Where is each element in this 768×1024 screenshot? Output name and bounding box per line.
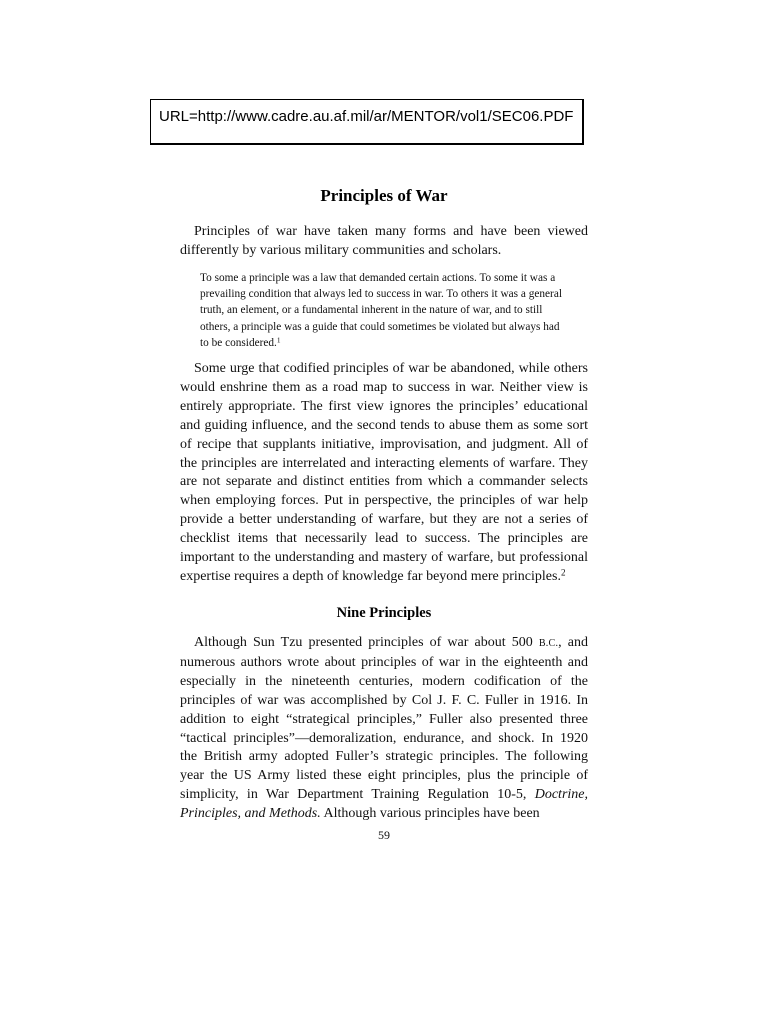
body-paragraph-3 xyxy=(180,634,588,824)
body-paragraph-3-text-b: , and numerous authors wrote about principles of war in the eighteenth and especially in the nineteenth centuries, modern codification of the principles of war was accomplished by Col J. F. C. Fuller in 1916. In addition to eight “strategical principles,” Fuller also presented three “tactical principles”—demoralization, endurance, and shock. In 1920 the British army adopted Fuller’s strategic principles. The following year the US Army listed these eight principles, plus the principle of simplicity, in War Department Training Regulation 10-5, xyxy=(180,635,589,803)
body-paragraph-3-text-c: Although various principles have been xyxy=(323,806,540,822)
intro-paragraph xyxy=(180,223,588,261)
block-quote-text: To some a principle was a law that demanded certain actions. To some it was a prevailing condition that always led to success in war. To others it was a general truth, an element, or a fundamental inherent in the nature of war, and to still others, a principle was a guide that could sometimes be violated but always had to be considered. xyxy=(200,272,562,349)
body-paragraph-3-text-a: Although Sun Tzu presented principles of war about 500 xyxy=(194,635,533,650)
page-number: 59 xyxy=(378,828,390,842)
section-heading: Nine Principles xyxy=(336,605,432,621)
body-paragraph-2 xyxy=(180,360,588,587)
source-url-box xyxy=(150,99,584,145)
block-quote xyxy=(200,270,570,351)
italic-publication-title: Doctrine, Principles, and Methods. xyxy=(180,787,588,822)
source-url-text: URL=http://www.cadre.au.af.mil/ar/MENTOR/vol1/SEC06.PDF xyxy=(159,108,574,125)
era-abbreviation: B.C. xyxy=(538,638,559,649)
document-title: Principles of War xyxy=(320,186,448,205)
footnote-ref-1: 1 xyxy=(276,335,281,345)
intro-text: Principles of war have taken many forms and have been viewed differently by various military communities and scholars. xyxy=(180,224,588,258)
body-paragraph-2-text: Some urge that codified principles of war be abandoned, while others would enshrine them as a road map to success in war. Neither view is entirely appropriate. The first view ignores the principles’ educational and guiding influence, and the second tends to abuse them as some sort of recipe that supplants initiative, improvisation, and judgment. All of the principles are interrelated and interacting elements of warfare. They are not separate and distinct entities from which a commander selects when employing forces. Put in perspective, the principles of war help provide a better understanding of warfare, but they are not a series of checklist items that necessarily lead to success. The principles are important to the understanding and mastery of warfare, but professional expertise requires a depth of knowledge far beyond mere principles. xyxy=(180,361,588,584)
footnote-ref-2: 2 xyxy=(560,567,566,578)
